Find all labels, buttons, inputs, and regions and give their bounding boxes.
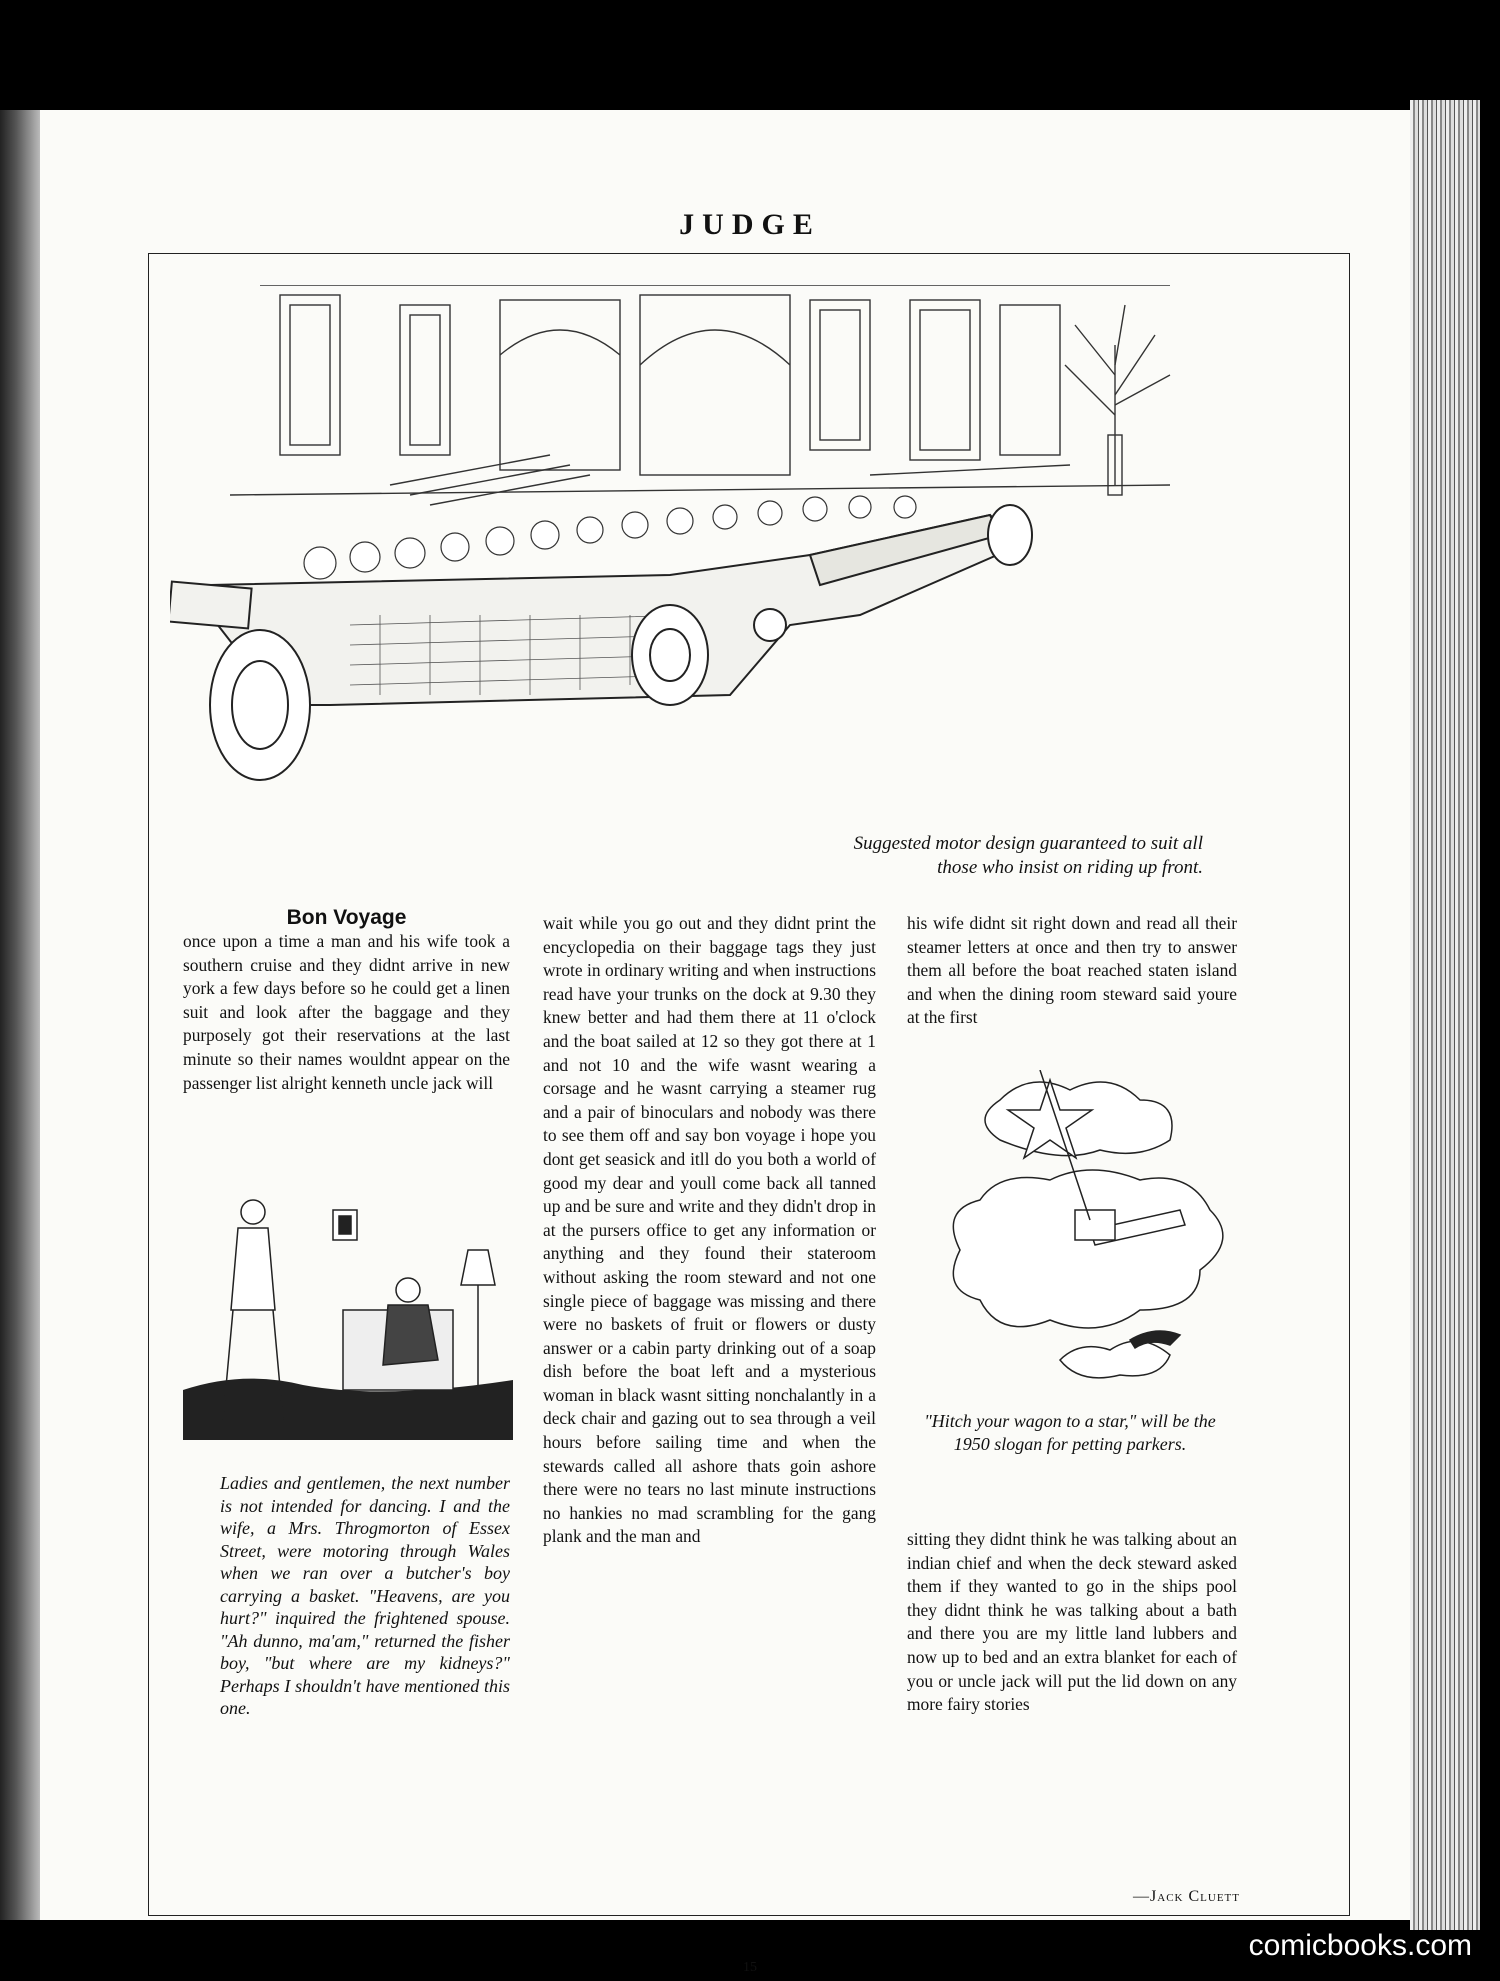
parlor-caption: Ladies and gentlemen, the next number is not intended for dancing. I and the wife, a Mrs. Throgmorton of Essex Street, were motoring through Wales when we ran over a butcher's boy carrying a basket. "Heavens, are you hurt?" inquired the frightened spouse. "Ah dunno, ma'am," returned the fisher boy, "but where are my kidneys?" Perhaps I shouldn't have mentioned this one. <box>220 1473 510 1718</box>
airplane-caption: "Hitch your wagon to a star," will be the 1950 slogan for petting parkers. <box>924 1411 1216 1454</box>
page-edges <box>1410 100 1480 1930</box>
watermark: comicbooks.com <box>1248 1929 1472 1962</box>
parlor-cartoon <box>183 1190 513 1440</box>
limousine-cartoon <box>170 285 1230 895</box>
airplane-star-cartoon <box>940 1070 1240 1400</box>
limousine-caption <box>643 832 1203 880</box>
article-title: Bon Voyage <box>286 906 407 929</box>
article-column-1: once upon a time a man and his wife took a southern cruise and they didnt arrive in new york a few days before so he could get a linen suit and look after the baggage and they purposely got their reservations at the last minute so their names wouldnt appear on the passenger list alright kenneth uncle jack will <box>183 931 510 1093</box>
caption-line-2: those who insist on riding up front. <box>937 857 1203 878</box>
caption-line-1: Suggested motor design guaranteed to suit all <box>853 833 1203 854</box>
book-gutter <box>0 110 40 1920</box>
article-column-3: his wife didnt sit right down and read all their steamer letters at once and then try to answer them all before the boat reached staten island and when the dining room steward said youre at the first <box>907 913 1237 1028</box>
page-number: 15 <box>743 1960 757 1975</box>
author-signature: —Jack Cluett <box>1133 1888 1240 1905</box>
masthead: JUDGE <box>679 208 821 241</box>
article-column-3-continued: sitting they didnt think he was talking about an indian chief and when the deck steward asked them if they wanted to go in the ships pool they didnt think he was talking about a bath and there you are my little land lubbers and now up to bed and an extra blanket for each of you or uncle jack will put the lid down on any more fairy stories <box>907 1529 1237 1715</box>
article-column-2: wait while you go out and they didnt print the encyclopedia on their baggage tags they just wrote in ordinary writing and when instructions read have your trunks on the dock at 9.30 they knew better and had them there at 11 o'clock and the boat sailed at 12 so they got there at 1 and not 10 and the wife wasnt wearing a corsage and he wasnt carrying a steamer rug and a pair of binoculars and nobody was there to see them off and say bon voyage i hope you dont get seasick and itll do you both a world of good my dear and youll come back all tanned up and be sure and write and they didn't drop in at the pursers office to get any information or anything and they found their stateroom without asking the room steward and not one single piece of baggage was missing and there were no baskets of fruit or flowers or dusty answer or a cabin party drinking out of a soap dish before the boat left and a mysterious woman in black wasnt sitting nonchalantly in a deck chair and gazing out to sea through a veil hours before sailing time and when the stewards called all ashore thats goin ashore there were no tears no last minute instructions no hankies no mad scrambling for the gang plank and the man and <box>543 913 876 1547</box>
